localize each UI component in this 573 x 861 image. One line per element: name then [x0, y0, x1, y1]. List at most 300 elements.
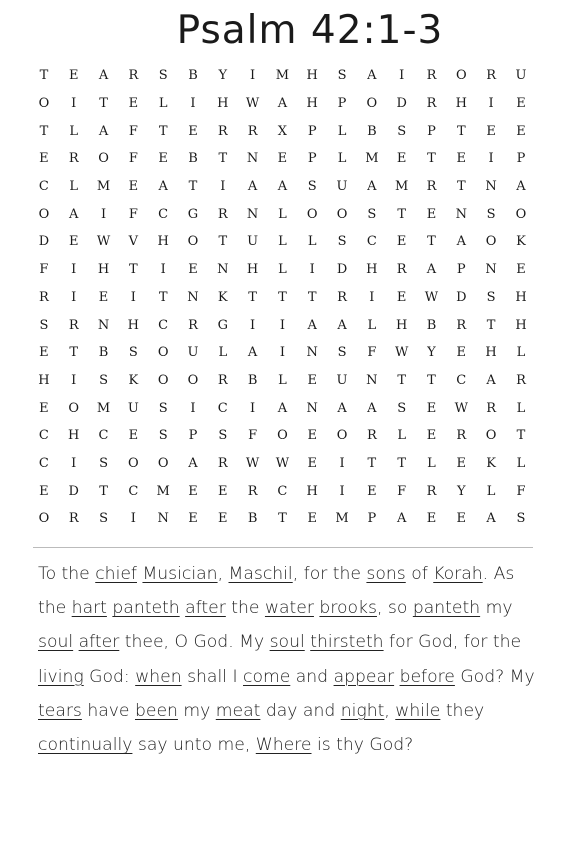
grid-letter[interactable]: R: [39, 289, 49, 305]
grid-letter[interactable]: G: [217, 317, 228, 333]
grid-letter[interactable]: A: [277, 179, 288, 195]
grid-letter[interactable]: E: [188, 483, 198, 499]
grid-row: [29, 145, 536, 173]
grid-letter[interactable]: A: [367, 68, 377, 84]
grid-letter[interactable]: W: [454, 400, 468, 416]
grid-letter[interactable]: V: [128, 234, 139, 250]
grid-letter[interactable]: L: [158, 96, 168, 112]
grid-letter[interactable]: O: [38, 206, 50, 222]
grid-letter[interactable]: N: [157, 511, 169, 527]
grid-letter[interactable]: T: [397, 206, 406, 222]
grid-letter[interactable]: K: [516, 234, 526, 250]
grid-letter[interactable]: A: [307, 317, 317, 333]
grid-letter[interactable]: R: [217, 455, 228, 471]
grid-letter[interactable]: T: [427, 372, 436, 388]
grid-letter[interactable]: S: [218, 428, 228, 444]
grid-letter[interactable]: U: [187, 345, 199, 361]
grid-letter[interactable]: N: [97, 317, 110, 333]
grid-letter[interactable]: S: [158, 428, 168, 444]
grid-letter[interactable]: C: [277, 483, 288, 499]
grid-letter[interactable]: D: [38, 234, 50, 250]
grid-letter[interactable]: X: [277, 123, 288, 139]
grid-letter[interactable]: C: [217, 400, 228, 416]
grid-letter[interactable]: R: [396, 262, 407, 278]
grid-letter[interactable]: S: [516, 511, 526, 527]
grid-letter[interactable]: E: [128, 179, 139, 195]
grid-letter[interactable]: S: [397, 400, 407, 416]
grid-letter[interactable]: U: [127, 400, 139, 416]
grid-letter[interactable]: I: [339, 483, 345, 499]
grid-letter[interactable]: S: [486, 206, 496, 222]
grid-letter[interactable]: I: [279, 345, 285, 361]
grid-letter[interactable]: R: [337, 289, 347, 305]
grid-letter[interactable]: C: [366, 234, 377, 250]
grid-letter[interactable]: S: [128, 345, 138, 361]
grid-letter[interactable]: E: [486, 123, 496, 139]
grid-letter[interactable]: T: [456, 179, 466, 195]
grid-letter[interactable]: A: [367, 179, 377, 195]
grid-letter[interactable]: L: [307, 234, 317, 250]
grid-letter[interactable]: S: [99, 455, 108, 471]
grid-letter[interactable]: L: [69, 179, 79, 195]
passage-text: God? My: [454, 666, 535, 687]
grid-letter[interactable]: W: [96, 234, 111, 250]
grid-letter[interactable]: O: [336, 428, 348, 444]
grid-letter[interactable]: E: [39, 483, 49, 499]
grid-letter[interactable]: L: [337, 123, 347, 139]
grid-letter[interactable]: T: [427, 234, 436, 250]
grid-letter[interactable]: M: [395, 179, 409, 195]
grid-letter[interactable]: R: [486, 400, 496, 416]
grid-letter[interactable]: I: [250, 317, 256, 333]
grid-letter[interactable]: A: [516, 179, 526, 195]
grid-letter[interactable]: D: [336, 262, 348, 278]
grid-letter[interactable]: T: [456, 123, 466, 139]
grid-letter[interactable]: P: [307, 151, 317, 167]
grid-letter[interactable]: N: [187, 289, 199, 305]
grid-letter[interactable]: N: [246, 151, 259, 167]
grid-letter[interactable]: R: [217, 123, 228, 139]
grid-letter[interactable]: T: [278, 511, 287, 527]
grid-letter[interactable]: N: [485, 179, 497, 195]
grid-letter[interactable]: R: [247, 123, 258, 139]
grid-letter[interactable]: R: [217, 206, 228, 222]
grid-letter[interactable]: F: [128, 206, 138, 222]
grid-letter[interactable]: C: [38, 455, 49, 471]
grid-letter[interactable]: N: [217, 262, 229, 278]
grid-letter[interactable]: E: [426, 400, 437, 416]
search-word: continually: [38, 735, 133, 756]
grid-letter[interactable]: S: [99, 511, 108, 527]
grid-letter[interactable]: I: [190, 96, 196, 112]
grid-letter[interactable]: H: [38, 372, 50, 388]
grid-letter[interactable]: A: [158, 179, 168, 195]
grid-letter[interactable]: S: [337, 345, 347, 361]
grid-letter[interactable]: L: [69, 123, 79, 139]
grid-letter[interactable]: L: [278, 372, 287, 388]
grid-letter[interactable]: A: [247, 345, 258, 361]
grid-letter[interactable]: H: [157, 234, 169, 250]
grid-letter[interactable]: Y: [218, 68, 228, 84]
grid-letter[interactable]: L: [367, 317, 377, 333]
grid-letter[interactable]: N: [485, 262, 497, 278]
grid-letter[interactable]: R: [217, 372, 228, 388]
grid-letter[interactable]: O: [306, 206, 318, 222]
grid-letter[interactable]: F: [397, 483, 407, 499]
grid-letter[interactable]: B: [426, 317, 437, 333]
grid-letter[interactable]: W: [245, 455, 260, 471]
grid-letter[interactable]: I: [488, 96, 494, 112]
grid-row: [29, 228, 536, 256]
grid-letter[interactable]: A: [426, 262, 437, 278]
grid-letter[interactable]: H: [395, 317, 408, 333]
grid-letter[interactable]: E: [98, 289, 109, 305]
grid-letter[interactable]: R: [486, 68, 496, 84]
grid-letter[interactable]: U: [515, 68, 527, 84]
grid-letter[interactable]: M: [156, 483, 170, 499]
grid-letter[interactable]: L: [278, 234, 287, 250]
grid-letter[interactable]: C: [98, 428, 109, 444]
grid-letter[interactable]: B: [188, 151, 198, 167]
grid-letter[interactable]: O: [485, 234, 497, 250]
grid-letter[interactable]: W: [394, 345, 409, 361]
grid-letter[interactable]: N: [306, 400, 318, 416]
grid-letter[interactable]: T: [248, 289, 257, 305]
grid-letter[interactable]: I: [71, 455, 77, 471]
grid-letter[interactable]: E: [68, 234, 79, 250]
grid-letter[interactable]: O: [68, 400, 80, 416]
grid-letter[interactable]: I: [130, 511, 136, 527]
grid-letter[interactable]: R: [426, 96, 437, 112]
grid-letter[interactable]: O: [157, 345, 169, 361]
grid-letter[interactable]: S: [337, 68, 347, 84]
grid-letter[interactable]: H: [127, 317, 140, 333]
grid-letter[interactable]: I: [309, 262, 315, 278]
search-word: night: [340, 700, 385, 721]
grid-letter[interactable]: T: [397, 372, 406, 388]
grid-letter[interactable]: O: [187, 372, 199, 388]
grid-letter[interactable]: E: [367, 483, 377, 499]
grid-letter[interactable]: F: [248, 428, 258, 444]
grid-letter[interactable]: A: [277, 400, 288, 416]
grid-letter[interactable]: B: [247, 372, 258, 388]
grid-letter[interactable]: A: [98, 123, 109, 139]
grid-letter[interactable]: E: [39, 400, 49, 416]
grid-letter[interactable]: T: [367, 455, 377, 471]
grid-letter[interactable]: R: [516, 372, 526, 388]
grid-letter[interactable]: T: [158, 289, 168, 305]
grid-letter[interactable]: M: [96, 179, 111, 195]
grid-letter[interactable]: T: [188, 179, 198, 195]
grid-letter[interactable]: T: [397, 455, 406, 471]
grid-row: [29, 477, 536, 505]
grid-letter[interactable]: T: [39, 68, 49, 84]
grid-letter[interactable]: S: [397, 123, 407, 139]
grid-letter[interactable]: T: [129, 262, 138, 278]
grid-letter[interactable]: R: [426, 483, 437, 499]
grid-letter[interactable]: H: [68, 428, 80, 444]
grid-letter[interactable]: L: [516, 400, 526, 416]
grid-letter[interactable]: H: [306, 68, 318, 84]
grid-letter[interactable]: S: [158, 68, 168, 84]
grid-letter[interactable]: S: [486, 289, 496, 305]
grid-letter[interactable]: E: [426, 206, 437, 222]
grid-letter[interactable]: E: [188, 123, 198, 139]
grid-letter[interactable]: I: [369, 289, 375, 305]
grid-letter[interactable]: E: [456, 345, 467, 361]
grid-letter[interactable]: T: [516, 428, 526, 444]
grid-letter[interactable]: H: [306, 483, 318, 499]
grid-letter[interactable]: S: [158, 400, 168, 416]
grid-letter[interactable]: R: [68, 317, 79, 333]
grid-letter[interactable]: P: [456, 262, 466, 278]
grid-letter[interactable]: W: [275, 455, 290, 471]
grid-letter[interactable]: R: [456, 317, 467, 333]
grid-letter[interactable]: I: [71, 289, 77, 305]
grid-letter[interactable]: S: [99, 372, 108, 388]
grid-letter[interactable]: U: [336, 372, 348, 388]
grid-letter[interactable]: T: [39, 123, 49, 139]
grid-letter[interactable]: I: [250, 68, 256, 84]
grid-letter[interactable]: W: [245, 96, 260, 112]
grid-letter[interactable]: E: [218, 483, 228, 499]
grid-letter[interactable]: E: [456, 511, 467, 527]
grid-letter[interactable]: A: [486, 511, 496, 527]
grid-row: [29, 256, 536, 284]
grid-letter[interactable]: B: [247, 511, 258, 527]
grid-letter[interactable]: A: [337, 317, 347, 333]
grid-letter[interactable]: E: [307, 372, 317, 388]
grid-letter[interactable]: P: [427, 123, 436, 139]
grid-letter[interactable]: I: [71, 372, 77, 388]
grid-letter[interactable]: L: [218, 345, 228, 361]
grid-letter[interactable]: C: [158, 206, 169, 222]
grid-letter[interactable]: N: [455, 206, 467, 222]
grid-letter[interactable]: P: [307, 123, 317, 139]
grid-letter[interactable]: R: [456, 428, 467, 444]
grid-letter[interactable]: E: [128, 428, 139, 444]
grid-letter[interactable]: A: [247, 179, 258, 195]
grid-letter[interactable]: Y: [456, 483, 466, 499]
grid-letter[interactable]: F: [367, 345, 377, 361]
grid-letter[interactable]: H: [515, 289, 527, 305]
grid-letter[interactable]: T: [69, 345, 79, 361]
grid-letter[interactable]: I: [399, 68, 405, 84]
grid-letter[interactable]: I: [71, 262, 77, 278]
grid-letter[interactable]: A: [456, 234, 466, 250]
grid-letter[interactable]: H: [306, 96, 318, 112]
grid-letter[interactable]: I: [100, 206, 107, 222]
grid-letter[interactable]: C: [128, 483, 139, 499]
grid-letter[interactable]: U: [247, 234, 259, 250]
grid-letter[interactable]: E: [396, 151, 407, 167]
grid-letter[interactable]: A: [337, 400, 347, 416]
grid-letter[interactable]: H: [455, 96, 467, 112]
grid-letter[interactable]: P: [188, 428, 198, 444]
grid-letter[interactable]: I: [488, 151, 494, 167]
grid-letter[interactable]: A: [98, 68, 109, 84]
grid-letter[interactable]: T: [218, 151, 228, 167]
grid-letter[interactable]: A: [486, 372, 496, 388]
grid-letter[interactable]: E: [456, 151, 467, 167]
grid-letter[interactable]: I: [190, 400, 196, 416]
grid-letter[interactable]: H: [515, 317, 527, 333]
grid-letter[interactable]: N: [366, 372, 378, 388]
grid-letter[interactable]: C: [38, 428, 49, 444]
grid-letter[interactable]: T: [99, 483, 108, 499]
grid-letter[interactable]: D: [68, 483, 79, 499]
grid-letter[interactable]: L: [397, 428, 406, 444]
grid-letter[interactable]: M: [275, 68, 290, 84]
grid-letter[interactable]: E: [218, 511, 228, 527]
grid-letter[interactable]: E: [68, 68, 79, 84]
grid-letter[interactable]: O: [277, 428, 288, 444]
search-word: soul: [269, 632, 305, 653]
grid-letter[interactable]: E: [396, 234, 407, 250]
grid-letter[interactable]: O: [455, 68, 467, 84]
grid-letter[interactable]: M: [96, 400, 111, 416]
grid-letter[interactable]: L: [516, 345, 526, 361]
grid-letter[interactable]: O: [515, 206, 527, 222]
grid-letter[interactable]: T: [158, 123, 168, 139]
grid-letter[interactable]: W: [424, 289, 439, 305]
grid-letter[interactable]: H: [217, 96, 229, 112]
grid-letter[interactable]: C: [158, 317, 169, 333]
grid-letter[interactable]: R: [188, 317, 198, 333]
grid-letter[interactable]: R: [426, 68, 437, 84]
grid-letter[interactable]: U: [336, 179, 348, 195]
grid-letter[interactable]: Y: [427, 345, 436, 361]
grid-letter[interactable]: S: [39, 317, 49, 333]
grid-letter[interactable]: R: [128, 68, 139, 84]
grid-letter[interactable]: A: [277, 96, 288, 112]
grid-letter[interactable]: K: [217, 289, 228, 305]
grid-letter[interactable]: K: [128, 372, 139, 388]
grid-letter[interactable]: E: [39, 345, 49, 361]
grid-letter[interactable]: A: [367, 400, 377, 416]
grid-letter[interactable]: D: [396, 96, 407, 112]
grid-letter[interactable]: O: [336, 206, 348, 222]
grid-letter[interactable]: F: [516, 483, 526, 499]
grid-letter[interactable]: K: [486, 455, 496, 471]
grid-letter[interactable]: O: [187, 234, 199, 250]
grid-letter[interactable]: A: [396, 511, 407, 527]
grid-letter[interactable]: E: [307, 428, 317, 444]
grid-letter[interactable]: O: [38, 511, 50, 527]
grid-letter[interactable]: O: [98, 151, 109, 167]
grid-letter[interactable]: S: [367, 206, 377, 222]
grid-letter[interactable]: E: [456, 455, 467, 471]
grid-letter[interactable]: I: [220, 179, 226, 195]
grid-letter[interactable]: H: [246, 262, 259, 278]
grid-letter[interactable]: P: [367, 511, 377, 527]
grid-letter[interactable]: N: [246, 206, 259, 222]
grid-letter[interactable]: E: [396, 289, 407, 305]
grid-letter[interactable]: H: [97, 262, 110, 278]
grid-letter[interactable]: I: [339, 455, 345, 471]
grid-letter[interactable]: P: [516, 151, 526, 167]
grid-letter[interactable]: N: [306, 345, 318, 361]
grid-letter[interactable]: H: [485, 345, 497, 361]
grid-letter[interactable]: A: [69, 206, 79, 222]
grid-letter[interactable]: G: [187, 206, 199, 222]
grid-row: [29, 173, 536, 201]
grid-letter[interactable]: E: [516, 123, 526, 139]
grid-letter[interactable]: M: [335, 511, 349, 527]
grid-letter[interactable]: D: [456, 289, 467, 305]
grid-letter[interactable]: O: [128, 455, 139, 471]
grid-letter[interactable]: T: [218, 234, 228, 250]
grid-letter[interactable]: F: [39, 262, 49, 278]
grid-letter[interactable]: S: [307, 179, 317, 195]
grid-letter[interactable]: A: [188, 455, 198, 471]
grid-letter[interactable]: E: [516, 96, 526, 112]
grid-letter[interactable]: O: [157, 455, 169, 471]
grid-letter[interactable]: I: [71, 96, 77, 112]
grid-letter[interactable]: L: [278, 206, 287, 222]
grid-letter[interactable]: R: [366, 428, 377, 444]
grid-letter[interactable]: O: [366, 96, 378, 112]
passage-text: ,: [217, 564, 229, 584]
grid-letter[interactable]: I: [130, 289, 136, 305]
grid-letter[interactable]: E: [307, 511, 317, 527]
grid-letter[interactable]: H: [366, 262, 378, 278]
grid-letter[interactable]: O: [157, 372, 169, 388]
grid-letter[interactable]: B: [98, 345, 109, 361]
grid-letter[interactable]: I: [250, 400, 256, 416]
grid-letter[interactable]: T: [486, 317, 496, 333]
grid-letter[interactable]: E: [128, 96, 139, 112]
grid-letter[interactable]: L: [337, 151, 347, 167]
grid-letter[interactable]: R: [68, 151, 79, 167]
grid-letter[interactable]: T: [99, 96, 108, 112]
grid-letter[interactable]: F: [128, 151, 138, 167]
grid-letter[interactable]: T: [427, 151, 436, 167]
grid-letter[interactable]: E: [307, 455, 317, 471]
grid-letter[interactable]: L: [427, 455, 436, 471]
grid-letter[interactable]: I: [160, 262, 166, 278]
grid-letter[interactable]: R: [68, 511, 79, 527]
grid-letter[interactable]: E: [426, 511, 437, 527]
grid-letter[interactable]: O: [485, 428, 497, 444]
grid-letter[interactable]: R: [247, 483, 258, 499]
grid-letter[interactable]: B: [367, 123, 377, 139]
grid-letter[interactable]: E: [188, 262, 198, 278]
grid-letter[interactable]: T: [278, 289, 287, 305]
grid-letter[interactable]: S: [337, 234, 347, 250]
grid-letter[interactable]: R: [426, 179, 437, 195]
grid-letter[interactable]: E: [188, 511, 198, 527]
grid-row: [29, 311, 536, 339]
grid-letter[interactable]: E: [426, 428, 437, 444]
grid-letter[interactable]: E: [39, 151, 49, 167]
grid-letter[interactable]: P: [337, 96, 347, 112]
grid-letter[interactable]: B: [188, 68, 198, 84]
grid-letter[interactable]: E: [277, 151, 288, 167]
grid-letter[interactable]: E: [158, 151, 168, 167]
grid-letter[interactable]: C: [456, 372, 467, 388]
grid-letter[interactable]: F: [128, 123, 138, 139]
grid-letter[interactable]: C: [38, 179, 49, 195]
grid-letter[interactable]: L: [278, 262, 287, 278]
grid-letter[interactable]: T: [307, 289, 317, 305]
grid-letter[interactable]: I: [279, 317, 285, 333]
grid-letter[interactable]: E: [516, 262, 526, 278]
grid-letter[interactable]: M: [365, 151, 379, 167]
grid-letter[interactable]: O: [38, 96, 50, 112]
grid-letter[interactable]: L: [516, 455, 526, 471]
grid-letter[interactable]: L: [486, 483, 496, 499]
